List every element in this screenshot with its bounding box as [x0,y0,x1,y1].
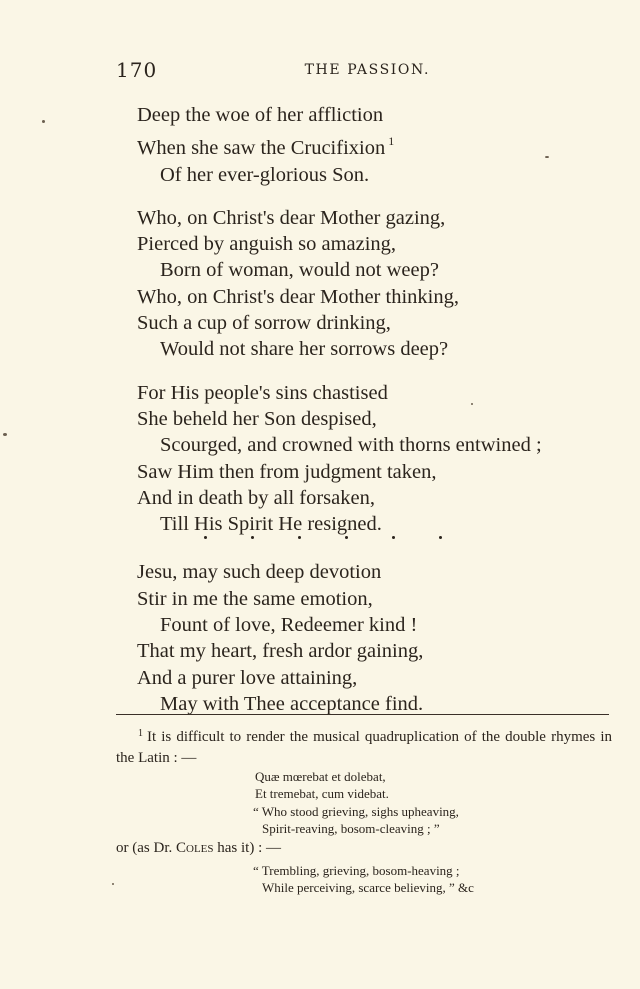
ellipsis-dot [251,536,254,539]
ellipsis-dot [204,536,207,539]
poem [0,102,640,734]
poem-line: Of her ever-glorious Son. [160,163,370,186]
poem-line: Born of woman, would not weep? [160,259,439,282]
footnote-marker: 1 [138,728,143,739]
poem-line: Scourged, and crowned with thorns entwined ; [160,434,542,457]
poem-line: That my heart, fresh ardor gaining, [137,640,424,663]
poem-line [0,128,640,161]
page-header [116,58,430,82]
ellipsis-dot [298,536,301,539]
footnote-text [116,724,612,768]
poem-line: Who, on Christ's dear Mother thinking, [137,285,459,308]
page-number: 170 [116,58,158,82]
translation-line: Spirit-reaving, bosom-cleaving ; ” [262,821,440,836]
footnote-attribution [116,838,612,859]
poem-line: She beheld her Son despised, [137,407,377,430]
attribution-suffix: has it) : — [213,840,282,856]
stanza [0,102,640,188]
stanza [0,380,640,538]
ellipsis-dot [392,536,395,539]
poem-line: Who, on Christ's dear Mother gazing, [137,206,446,229]
translation-line: While perceiving, scarce believing, ” &c [262,880,474,895]
stanza [0,559,640,717]
translation-line: “ Trembling, grieving, bosom-heaving ; [253,863,460,878]
latin-quote-line: Et tremebat, cum videbat. [255,786,389,801]
poem-line: Would not share her sorrows deep? [160,338,449,361]
attribution-prefix: or (as Dr. [116,840,176,856]
footnote-rule [116,714,609,715]
translation-line: “ Who stood grieving, sighs upheaving, [253,804,459,819]
ellipsis-dot [439,536,442,539]
ellipsis-dot [345,536,348,539]
footnote-reference: 1 [388,134,395,149]
poem-line: And a purer love attaining, [137,666,358,689]
latin-quote-line: Quæ mœrebat et dolebat, [255,769,386,784]
poem-line: Such a cup of sorrow drinking, [137,312,391,335]
poem-line-text: When she saw the Crucifixion [137,137,386,160]
poem-line: Saw Him then from judgment taken, [137,460,437,483]
attribution-name: Coles [176,840,214,856]
poem-line: For His people's sins chastised [137,381,388,404]
poem-line: Deep the woe of her affliction [137,104,384,126]
poem-line: Jesu, may such deep devotion [137,561,382,584]
stanza [0,205,640,363]
omission-dots [0,536,640,544]
running-title: THE PASSION. [304,62,430,78]
poem-line: Stir in me the same emotion, [137,587,373,610]
footnote-body: It is difficult to render the musical quadruplication of the double rhymes in the Latin : — [116,729,612,766]
poem-line: Fount of love, Redeemer kind ! [160,614,418,637]
poem-line: And in death by all forsaken, [137,486,375,509]
poem-line: May with Thee acceptance find. [160,692,424,715]
poem-line: Pierced by anguish so amazing, [137,233,397,256]
poem-line: Till His Spirit He resigned. [160,513,382,536]
